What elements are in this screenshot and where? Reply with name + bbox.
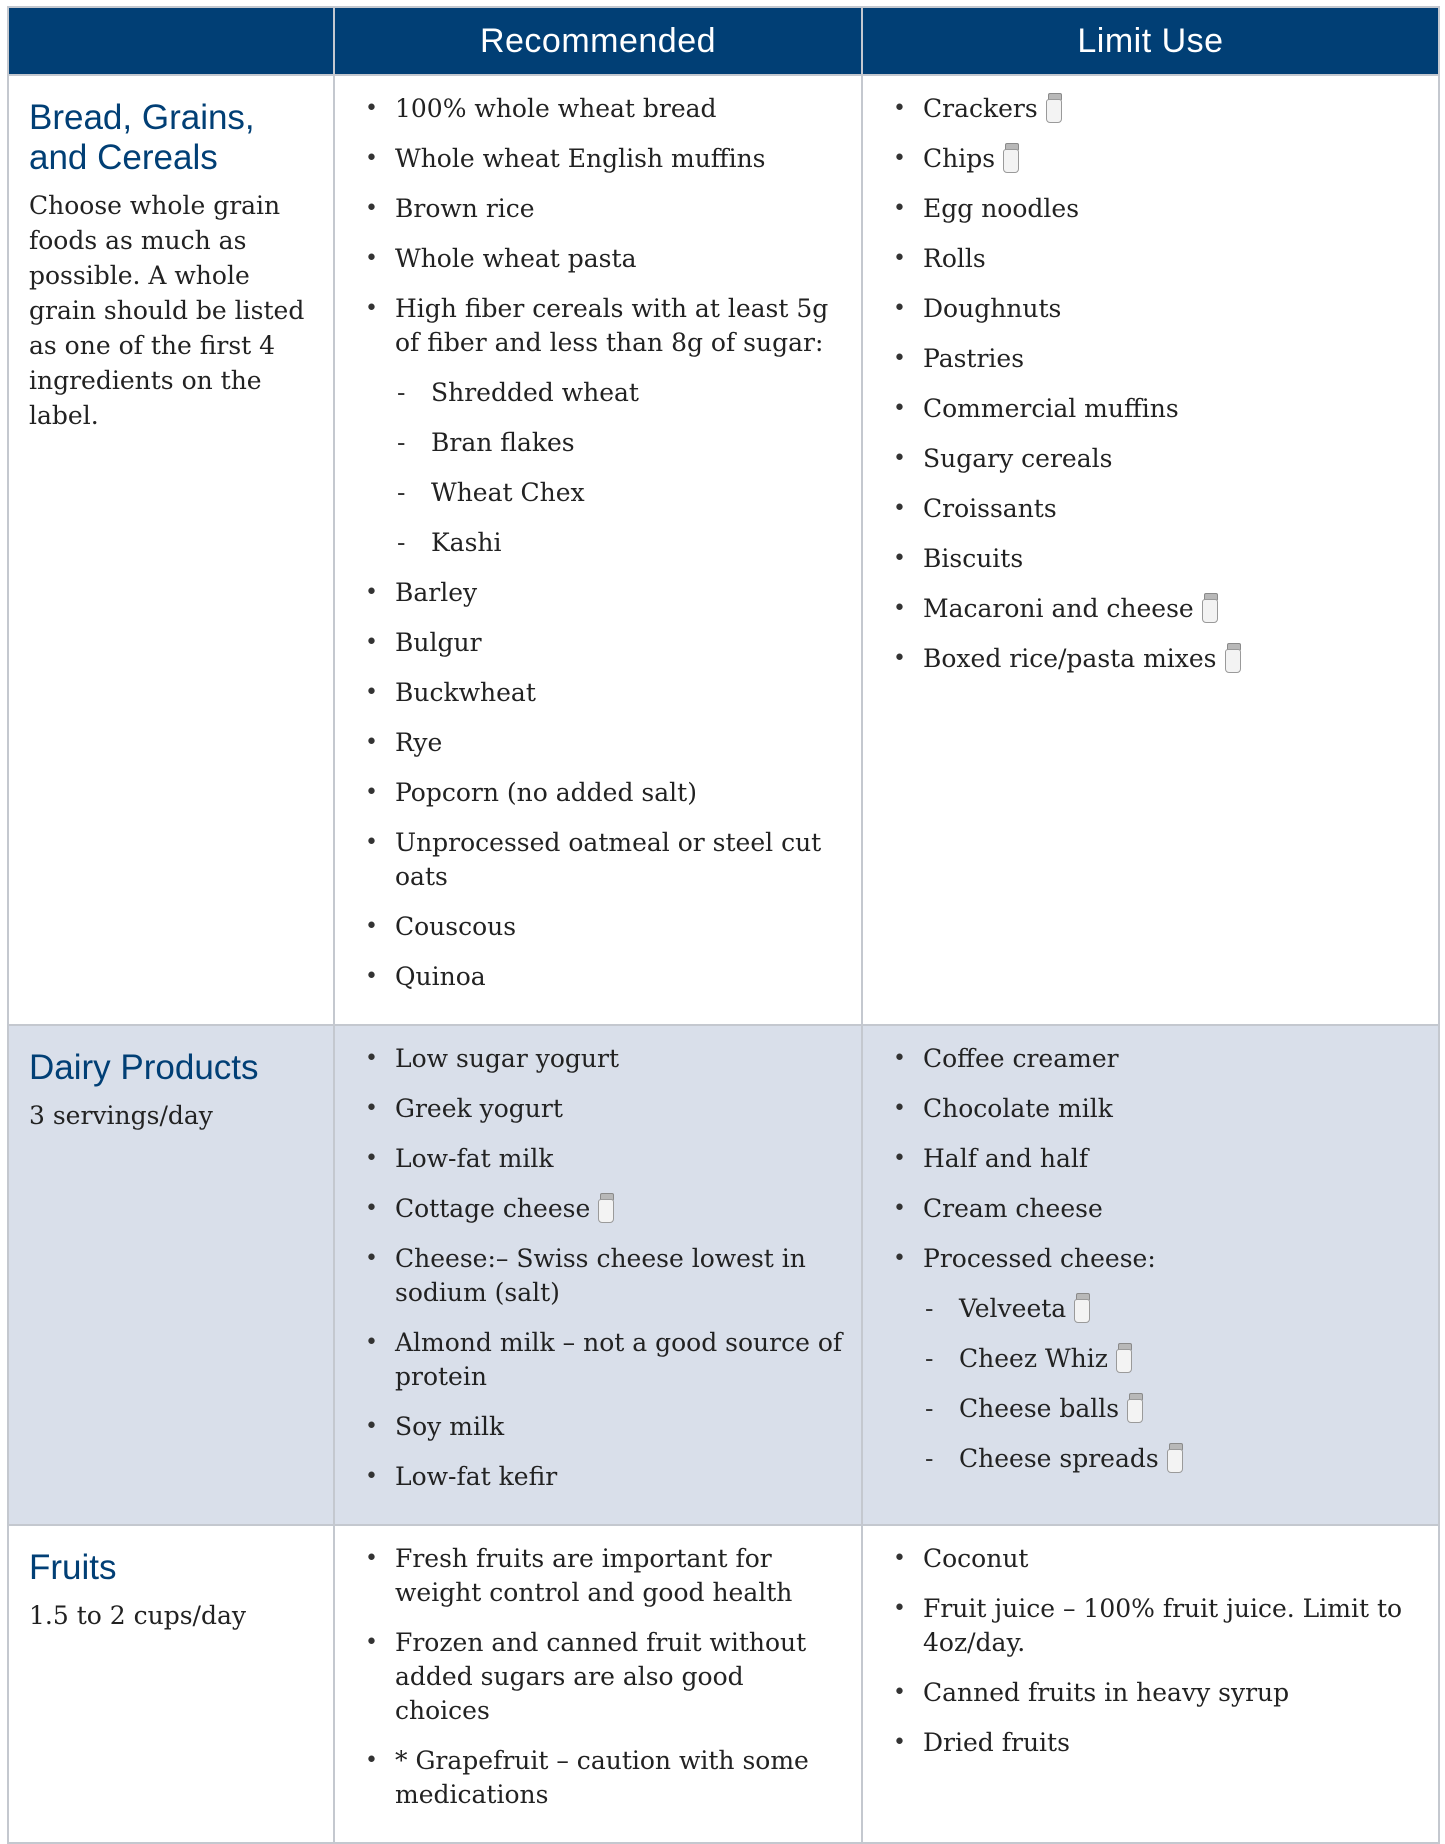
list-item — [889, 1542, 1420, 1576]
item-text: Egg noodles — [923, 194, 1080, 223]
item-text: Crackers — [923, 94, 1038, 123]
sub-list-item — [361, 476, 843, 510]
item-text: Chocolate milk — [923, 1094, 1113, 1123]
item-text: Wheat Chex — [431, 478, 585, 507]
category-description: 3 servings/day — [29, 1101, 213, 1130]
limit-use-cell — [862, 1025, 1439, 1525]
list-item — [361, 1142, 843, 1176]
item-text: Low-fat kefir — [395, 1462, 558, 1491]
item-text: Boxed rice/pasta mixes — [923, 644, 1217, 673]
item-text: Fresh fruits are important for weight control and good health — [395, 1544, 793, 1607]
item-text: Pastries — [923, 344, 1025, 373]
list-item — [361, 1326, 843, 1394]
item-text: Coffee creamer — [923, 1044, 1119, 1073]
item-text: Unprocessed oatmeal or steel cut oats — [395, 828, 822, 891]
recommended-list — [335, 1026, 861, 1524]
item-text: Biscuits — [923, 544, 1024, 573]
item-text: Macaroni and cheese — [923, 594, 1194, 623]
list-item — [889, 92, 1420, 126]
item-text: Quinoa — [395, 962, 486, 991]
list-item — [361, 1042, 843, 1076]
list-item — [361, 1460, 843, 1494]
list-item — [361, 960, 843, 994]
limit-use-cell — [862, 75, 1439, 1025]
item-text: Bran flakes — [431, 428, 575, 457]
item-text: High fiber cereals with at least 5g of fiber and less than 8g of sugar: — [395, 294, 829, 357]
list-item — [889, 1042, 1420, 1076]
category-description: 1.5 to 2 cups/day — [29, 1601, 246, 1630]
item-text: Popcorn (no added salt) — [395, 778, 697, 807]
salt-shaker-icon — [1127, 1393, 1143, 1423]
item-text: Whole wheat English muffins — [395, 144, 766, 173]
item-text: Low-fat milk — [395, 1144, 554, 1173]
sub-list-item — [889, 1342, 1420, 1376]
category-cell — [8, 1025, 334, 1525]
limit-use-list — [863, 1026, 1438, 1506]
list-item — [361, 1744, 843, 1812]
item-text: Fruit juice – 100% fruit juice. Limit to 4oz/day. — [923, 1594, 1403, 1657]
item-text: Cheese balls — [959, 1394, 1120, 1423]
item-text: Rye — [395, 728, 443, 757]
sub-list-item — [361, 526, 843, 560]
item-text: 100% whole wheat bread — [395, 94, 717, 123]
item-text: Cottage cheese — [395, 1194, 591, 1223]
item-text: Coconut — [923, 1544, 1029, 1573]
item-text: Velveeta — [959, 1294, 1067, 1323]
salt-shaker-icon — [1074, 1293, 1090, 1323]
item-text: Almond milk – not a good source of protein — [395, 1328, 843, 1391]
list-item — [361, 1092, 843, 1126]
limit-use-list — [863, 76, 1438, 706]
list-item — [361, 192, 843, 226]
item-text: Doughnuts — [923, 294, 1062, 323]
item-text: Canned fruits in heavy syrup — [923, 1678, 1290, 1707]
category-title: Dairy Products — [29, 1048, 259, 1087]
item-text: Low sugar yogurt — [395, 1044, 620, 1073]
item-text: Whole wheat pasta — [395, 244, 637, 273]
sub-list-item — [889, 1442, 1420, 1476]
list-item — [889, 342, 1420, 376]
sub-list-item — [361, 426, 843, 460]
list-item — [361, 242, 843, 276]
list-item — [361, 1242, 843, 1310]
list-item — [361, 576, 843, 610]
list-item — [361, 626, 843, 660]
salt-shaker-icon — [1202, 593, 1218, 623]
list-item — [889, 142, 1420, 176]
item-text: Frozen and canned fruit without added sugars are also good choices — [395, 1628, 807, 1725]
list-item — [889, 1726, 1420, 1760]
list-item — [361, 776, 843, 810]
item-text: Shredded wheat — [431, 378, 639, 407]
item-text: Cream cheese — [923, 1194, 1103, 1223]
list-item — [361, 92, 843, 126]
list-item — [889, 1192, 1420, 1226]
category-cell — [8, 1525, 334, 1843]
item-text: Croissants — [923, 494, 1057, 523]
salt-shaker-icon — [598, 1193, 614, 1223]
item-text: Brown rice — [395, 194, 535, 223]
list-item — [889, 1092, 1420, 1126]
header-row — [8, 7, 1439, 75]
salt-shaker-icon — [1167, 1443, 1183, 1473]
recommended-list — [335, 76, 861, 1024]
list-item — [889, 1142, 1420, 1176]
category-cell — [8, 75, 334, 1025]
salt-shaker-icon — [1225, 643, 1241, 673]
recommended-cell — [334, 1525, 862, 1843]
item-text: Kashi — [431, 528, 502, 557]
item-text: Processed cheese: — [923, 1244, 1156, 1273]
list-item — [361, 1192, 843, 1226]
list-item — [889, 292, 1420, 326]
item-text: Cheese spreads — [959, 1444, 1159, 1473]
list-item — [361, 910, 843, 944]
recommended-cell — [334, 1025, 862, 1525]
category-title: Fruits — [29, 1548, 117, 1587]
category-description: Choose whole grain foods as much as possible. A whole grain should be listed as one of the first 4 ingredients on the label. — [29, 191, 305, 430]
header-limit-use: Limit Use — [862, 7, 1439, 75]
item-text: Bulgur — [395, 628, 482, 657]
salt-shaker-icon — [1046, 93, 1062, 123]
item-text: Rolls — [923, 244, 986, 273]
list-item — [889, 542, 1420, 576]
sub-list-item — [361, 376, 843, 410]
item-text: Dried fruits — [923, 1728, 1070, 1757]
list-item — [361, 142, 843, 176]
item-text: Cheez Whiz — [959, 1344, 1108, 1373]
list-item — [361, 826, 843, 894]
list-item — [889, 1676, 1420, 1710]
item-text: Sugary cereals — [923, 444, 1113, 473]
item-text: Couscous — [395, 912, 517, 941]
limit-use-cell — [862, 1525, 1439, 1843]
header-recommended: Recommended — [334, 7, 862, 75]
list-item — [361, 1410, 843, 1444]
list-item — [361, 726, 843, 760]
sub-list-item — [889, 1292, 1420, 1326]
list-item — [889, 1592, 1420, 1660]
category-title: Bread, Grains, and Cereals — [29, 98, 255, 177]
list-item — [361, 1542, 843, 1610]
recommended-cell — [334, 75, 862, 1025]
item-text: Cheese:– Swiss cheese lowest in sodium (salt) — [395, 1244, 806, 1307]
limit-use-list — [863, 1526, 1438, 1790]
category-row — [8, 1525, 1439, 1843]
list-item — [361, 292, 843, 360]
salt-shaker-icon — [1003, 143, 1019, 173]
item-text: Half and half — [923, 1144, 1089, 1173]
list-item — [889, 1242, 1420, 1276]
item-text: Commercial muffins — [923, 394, 1179, 423]
list-item — [889, 392, 1420, 426]
recommended-list — [335, 1526, 861, 1842]
item-text: Soy milk — [395, 1412, 505, 1441]
item-text: * Grapefruit – caution with some medications — [395, 1746, 809, 1809]
list-item — [889, 642, 1420, 676]
list-item — [889, 492, 1420, 526]
list-item — [361, 676, 843, 710]
food-guide-table — [7, 6, 1440, 1844]
salt-shaker-icon — [1116, 1343, 1132, 1373]
item-text: Chips — [923, 144, 996, 173]
header-blank-cell — [8, 7, 334, 75]
item-text: Buckwheat — [395, 678, 536, 707]
item-text: Greek yogurt — [395, 1094, 563, 1123]
category-row — [8, 75, 1439, 1025]
sub-list-item — [889, 1392, 1420, 1426]
list-item — [889, 242, 1420, 276]
list-item — [889, 442, 1420, 476]
category-row — [8, 1025, 1439, 1525]
list-item — [889, 592, 1420, 626]
item-text: Barley — [395, 578, 478, 607]
list-item — [361, 1626, 843, 1728]
list-item — [889, 192, 1420, 226]
